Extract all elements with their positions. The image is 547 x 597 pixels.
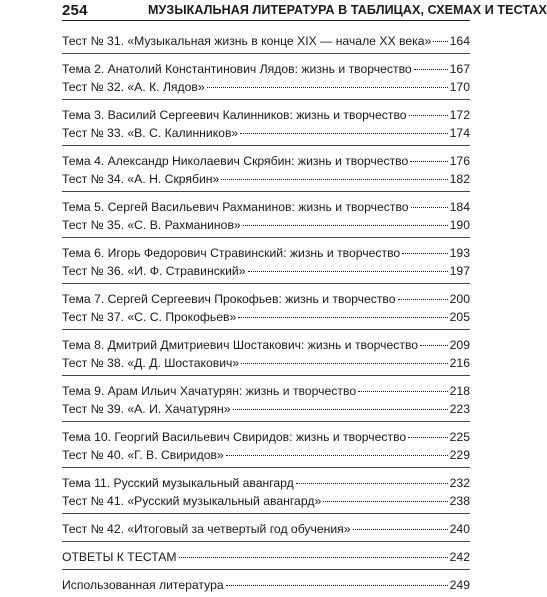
toc-group [62,146,470,192]
toc-entry-page: 209 [449,338,470,352]
toc-entry[interactable] [62,308,470,326]
dot-leader [241,363,448,364]
toc-entry[interactable] [62,446,470,464]
toc-entry[interactable] [62,262,470,280]
dot-leader [323,501,447,502]
toc-entry[interactable] [62,354,470,372]
toc-entry-page: 197 [449,264,470,278]
toc-entry-page: 218 [449,384,470,398]
dot-leader [402,253,447,254]
dot-leader [433,41,447,42]
toc-entry[interactable] [62,576,470,594]
toc-group [62,54,470,100]
toc-group [62,100,470,146]
dot-leader [296,483,448,484]
toc-entry-title: Тест № 37. «С. С. Прокофьев» [62,310,237,324]
toc-entry[interactable] [62,216,470,234]
dot-leader [207,87,448,88]
toc-entry[interactable] [62,32,470,50]
toc-entry-page: 205 [449,310,470,324]
toc-entry[interactable] [62,198,470,216]
toc-entry[interactable] [62,400,470,418]
dot-leader [221,179,447,180]
toc-entry-title: Тема 4. Александр Николаевич Скрябин: жизнь и творчество [62,154,409,168]
toc-entry-title: Тема 7. Сергей Сергеевич Прокофьев: жизнь и творчество [62,292,396,306]
toc-entry-title: Тема 11. Русский музыкальный авангард [62,476,294,490]
toc-group [62,30,470,54]
toc-entry-title: Использованная литература [62,578,224,592]
toc-entry[interactable] [62,382,470,400]
toc-entry-title: Тема 10. Георгий Васильевич Свиридов: жизнь и творчество [62,430,407,444]
toc-entry-title: Тест № 39. «А. И. Хачатурян» [62,402,231,416]
toc-group [62,542,470,570]
toc-entry[interactable] [62,170,470,188]
dot-leader [410,161,447,162]
dot-leader [226,455,448,456]
toc-entry-title: Тест № 34. «А. Н. Скрябин» [62,172,220,186]
toc-entry[interactable] [62,474,470,492]
toc-entry[interactable] [62,290,470,308]
toc-entry-title: Тема 5. Сергей Васильевич Рахманинов: жизнь и творчество [62,200,409,214]
toc-entry-page: 249 [449,578,470,592]
page-number: 254 [62,2,88,19]
toc-group [62,330,470,376]
toc-entry-title: Тема 3. Василий Сергеевич Калинников: жизнь и творчество [62,108,407,122]
toc-entry-page: 184 [449,200,470,214]
toc-entry-title: Тема 6. Игорь Федорович Стравинский: жизнь и творчество [62,246,401,260]
toc-group [62,284,470,330]
toc-entry-title: ОТВЕТЫ К ТЕСТАМ [62,550,177,564]
toc-entry-page: 172 [449,108,470,122]
toc-entry[interactable] [62,548,470,566]
toc-entry-title: Тест № 32. «А. К. Лядов» [62,80,205,94]
toc-entry-page: 176 [449,154,470,168]
toc-entry[interactable] [62,152,470,170]
toc-group [62,422,470,468]
toc-entry-page: 164 [449,34,470,48]
toc-entry-title: Тест № 38. «Д. Д. Шостакович» [62,356,240,370]
toc-entry-title: Тема 2. Анатолий Константинович Лядов: жизнь и творчество [62,62,412,76]
dot-leader [243,225,448,226]
toc-entry-page: 225 [449,430,470,444]
toc-entry[interactable] [62,244,470,262]
toc-group [62,192,470,238]
header-rule [62,20,470,21]
dot-leader [179,557,448,558]
toc-entry-title: Тест № 31. «Музыкальная жизнь в конце XIX — начале XX века» [62,34,432,48]
running-title: МУЗЫКАЛЬНАЯ ЛИТЕРАТУРА В ТАБЛИЦАХ, СХЕМАХ И ТЕСТАХ [148,3,547,17]
toc-entry-title: Тема 8. Дмитрий Дмитриевич Шостакович: жизнь и творчество [62,338,419,352]
dot-leader [398,299,448,300]
toc-entry-page: 170 [449,80,470,94]
dot-leader [420,345,448,346]
toc-entry-title: Тест № 36. «И. Ф. Стравинский» [62,264,246,278]
toc-group [62,376,470,422]
toc-entry[interactable] [62,78,470,96]
toc-entry-page: 193 [449,246,470,260]
dot-leader [248,271,448,272]
toc-entry-title: Тест № 40. «Г. В. Свиридов» [62,448,224,462]
toc-entry-page: 182 [449,172,470,186]
toc-entry-page: 174 [449,126,470,140]
toc-entry-page: 200 [449,292,470,306]
table-of-contents [62,30,470,597]
dot-leader [358,391,448,392]
page-header [0,0,547,22]
toc-entry-page: 229 [449,448,470,462]
toc-entry[interactable] [62,520,470,538]
toc-entry-page: 190 [449,218,470,232]
toc-group [62,468,470,514]
dot-leader [226,585,448,586]
dot-leader [408,437,447,438]
dot-leader [411,207,448,208]
toc-entry-title: Тема 9. Арам Ильич Хачатурян: жизнь и творчество [62,384,357,398]
toc-entry[interactable] [62,428,470,446]
toc-group [62,238,470,284]
toc-entry-page: 238 [449,494,470,508]
toc-entry[interactable] [62,336,470,354]
dot-leader [238,317,447,318]
dot-leader [233,409,448,410]
dot-leader [353,529,448,530]
toc-entry-page: 242 [449,550,470,564]
toc-entry-title: Тест № 35. «С. В. Рахманинов» [62,218,241,232]
toc-entry-title: Тест № 33. «В. С. Калинников» [62,126,239,140]
toc-entry-page: 240 [449,522,470,536]
toc-entry-page: 223 [449,402,470,416]
toc-entry-title: Тест № 41. «Русский музыкальный авангард» [62,494,322,508]
toc-entry-page: 232 [449,476,470,490]
toc-group [62,514,470,542]
toc-entry[interactable] [62,106,470,124]
toc-group [62,570,470,597]
dot-leader [414,69,448,70]
toc-entry[interactable] [62,124,470,142]
toc-entry-page: 167 [449,62,470,76]
toc-entry[interactable] [62,492,470,510]
toc-entry[interactable] [62,60,470,78]
dot-leader [240,133,447,134]
toc-entry-title: Тест № 42. «Итоговый за четвертый год обучения» [62,522,351,536]
dot-leader [409,115,448,116]
toc-entry-page: 216 [449,356,470,370]
